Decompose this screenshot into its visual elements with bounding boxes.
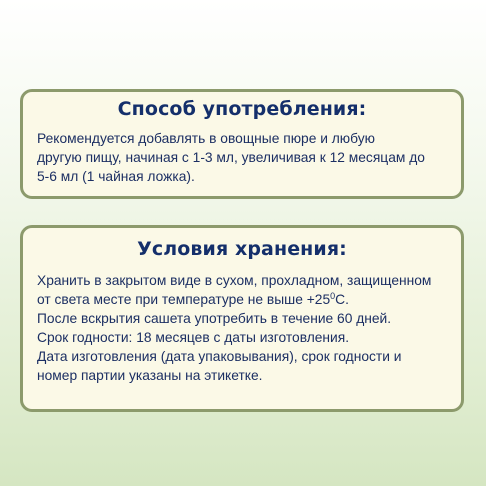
storage-temperature-line bbox=[37, 290, 451, 309]
storage-temperature-text: от света месте при температуре не выше +25 bbox=[37, 292, 331, 307]
storage-text-line: Срок годности: 18 месяцев с даты изготовления. bbox=[37, 330, 350, 345]
usage-text bbox=[23, 121, 461, 186]
usage-text-line: Рекомендуется добавлять в овощные пюре и любую bbox=[37, 131, 376, 146]
storage-title: Условия хранения: bbox=[137, 238, 347, 260]
usage-text-line: 5-6 мл (1 чайная ложка). bbox=[37, 169, 195, 184]
temperature-unit: С. bbox=[335, 292, 349, 307]
usage-card bbox=[20, 89, 464, 199]
storage-text-line: Хранить в закрытом виде в сухом, прохладном, защищенном bbox=[37, 273, 432, 288]
storage-text-line: номер партии указаны на этикетке. bbox=[37, 368, 263, 383]
storage-card bbox=[20, 225, 464, 412]
degree-superscript: 0 bbox=[330, 291, 336, 301]
usage-text-line: другую пищу, начиная с 1-3 мл, увеличивая к 12 месяцам до bbox=[37, 150, 425, 165]
storage-text-line: Дата изготовления (дата упаковывания), срок годности и bbox=[37, 349, 402, 364]
usage-title: Способ употребления: bbox=[117, 98, 367, 120]
storage-text bbox=[23, 261, 461, 385]
storage-text-line: После вскрытия сашета употребить в течение 60 дней. bbox=[37, 311, 392, 326]
